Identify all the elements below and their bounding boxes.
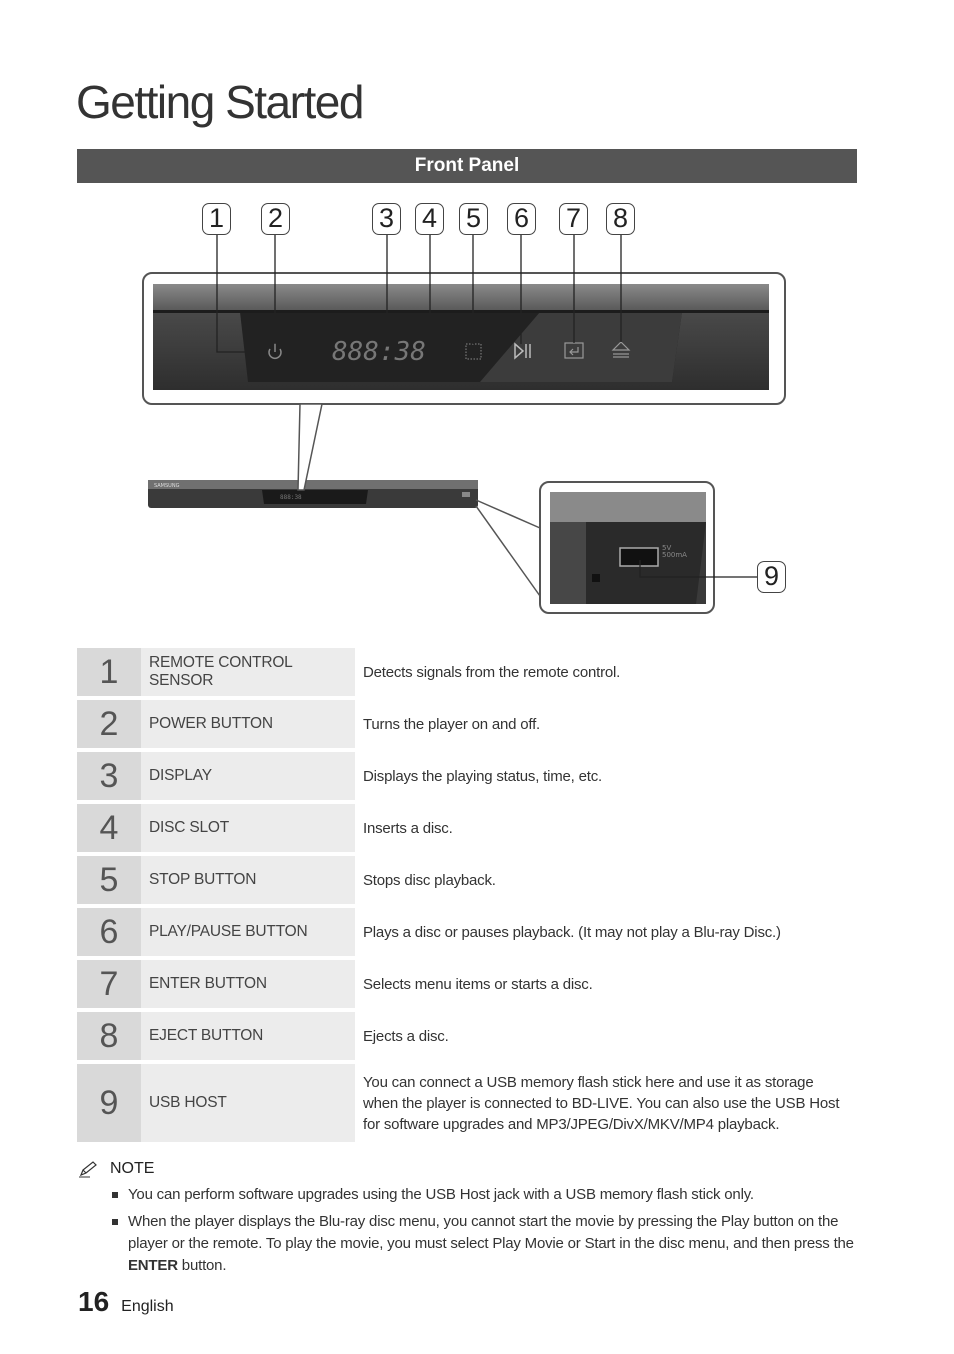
part-description: Stops disc playback. xyxy=(363,871,496,889)
table-row xyxy=(77,752,857,800)
part-name: POWER BUTTON xyxy=(141,700,355,748)
table-row xyxy=(77,700,857,748)
part-name: USB HOST xyxy=(141,1064,355,1142)
note-list xyxy=(78,1184,858,1277)
part-name: PLAY/PAUSE BUTTON xyxy=(141,908,355,956)
page-language: English xyxy=(121,1298,174,1315)
part-description: Turns the player on and off. xyxy=(363,715,541,733)
table-row xyxy=(77,1064,857,1142)
row-number: 3 xyxy=(77,752,141,800)
row-number: 6 xyxy=(77,908,141,956)
note-section xyxy=(78,1160,858,1282)
note-item xyxy=(78,1211,858,1277)
part-name: DISC SLOT xyxy=(141,804,355,852)
part-description: You can connect a USB memory flash stick here and use it as storage when the player is connected to BD-LIVE. You can also use the USB Host for software upgrades and MP3/JPEG/DivX/MKV/MP4 playback. xyxy=(363,1073,840,1133)
section-heading: Front Panel xyxy=(77,149,857,183)
page-footer xyxy=(78,1286,174,1318)
panel-display: 888:38 xyxy=(332,337,426,367)
table-row xyxy=(77,648,857,696)
callout-3: 3 xyxy=(372,203,401,235)
part-name: EJECT BUTTON xyxy=(141,1012,355,1060)
enter-emphasis: ENTER xyxy=(128,1257,178,1274)
parts-table xyxy=(77,644,857,1146)
part-description: Plays a disc or pauses playback. (It may not play a Blu-ray Disc.) xyxy=(363,923,781,941)
part-description: Detects signals from the remote control. xyxy=(363,663,621,681)
callout-4: 4 xyxy=(415,203,444,235)
note-heading xyxy=(78,1160,858,1178)
callout-2: 2 xyxy=(261,203,290,235)
row-number: 8 xyxy=(77,1012,141,1060)
front-panel-diagram xyxy=(0,0,954,640)
part-name: ENTER BUTTON xyxy=(141,960,355,1008)
part-name: DISPLAY xyxy=(141,752,355,800)
page-number: 16 xyxy=(78,1286,110,1317)
row-number: 7 xyxy=(77,960,141,1008)
table-row xyxy=(77,960,857,1008)
callout-8: 8 xyxy=(606,203,635,235)
callout-9: 9 xyxy=(757,561,786,593)
part-description: Displays the playing status, time, etc. xyxy=(363,767,602,785)
row-number: 4 xyxy=(77,804,141,852)
callout-6: 6 xyxy=(507,203,536,235)
row-number: 9 xyxy=(77,1064,141,1142)
note-text: When the player displays the Blu-ray disc menu, you cannot start the movie by pressing the Play button on the player or the remote. To play the movie, you must select Play Movie or Start in the disc menu, and then press the xyxy=(128,1213,854,1252)
note-label: NOTE xyxy=(110,1160,155,1177)
table-row xyxy=(77,856,857,904)
table-row xyxy=(77,908,857,956)
note-item: You can perform software upgrades using the USB Host jack with a USB memory flash stick only. xyxy=(78,1184,858,1206)
row-number: 2 xyxy=(77,700,141,748)
usb-voltage-label: 5V xyxy=(662,544,672,552)
part-description: Selects menu items or starts a disc. xyxy=(363,975,593,993)
callout-5: 5 xyxy=(459,203,488,235)
row-number: 5 xyxy=(77,856,141,904)
table-row xyxy=(77,804,857,852)
callout-7: 7 xyxy=(559,203,588,235)
callout-1: 1 xyxy=(202,203,231,235)
row-number: 1 xyxy=(77,648,141,696)
pencil-icon xyxy=(78,1160,100,1178)
part-description: Inserts a disc. xyxy=(363,819,453,837)
part-name: REMOTE CONTROL SENSOR xyxy=(141,648,355,696)
page-title: Getting Started xyxy=(76,76,363,128)
svg-text:888:38: 888:38 xyxy=(280,494,302,501)
usb-current-label: 500mA xyxy=(662,551,687,559)
part-name: STOP BUTTON xyxy=(141,856,355,904)
table-row xyxy=(77,1012,857,1060)
brand-logo: SAMSUNG xyxy=(154,483,180,489)
note-text: button. xyxy=(177,1257,227,1274)
part-description: Ejects a disc. xyxy=(363,1027,449,1045)
